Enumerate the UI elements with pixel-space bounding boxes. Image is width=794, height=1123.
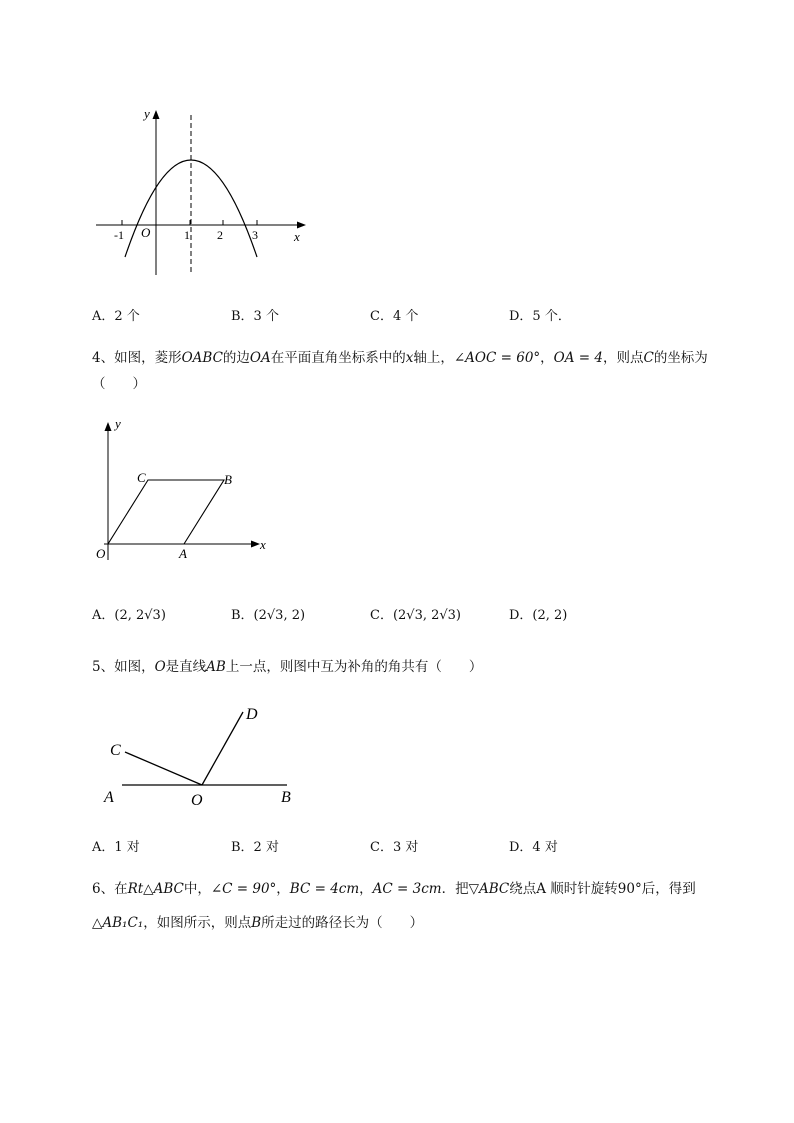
fig2-point-c: C: [137, 470, 146, 485]
q4-text: ，则点: [602, 350, 644, 366]
q6-condition-ac: AC = 3cm: [372, 881, 442, 897]
q6-triangle-name: Rt△ABC: [127, 881, 184, 897]
q6-text: ．把: [441, 881, 469, 897]
q5-text: 上一点，则图中互为补角的角共有（ ）: [225, 659, 483, 675]
q4-text: 轴上，: [413, 350, 454, 366]
q6-text: ，: [359, 881, 373, 897]
q6-condition-bc: BC = 4cm: [289, 881, 360, 897]
q3-option-b: B．3 个: [231, 309, 279, 324]
fig3-point-b: B: [281, 789, 291, 806]
q6-question-line1: [92, 877, 696, 897]
q6-text: ，如图所示，则点: [143, 915, 252, 931]
q6-triangle-symbol: ▽ABC: [468, 881, 510, 897]
q3-option-d: D．5 个．: [509, 309, 571, 324]
angles-figure: [95, 695, 315, 815]
q4-option-a: A．(2, 2√3): [92, 608, 166, 623]
q5-question: [92, 655, 482, 675]
q4-option-d: D．(2, 2): [509, 608, 568, 623]
q6-text: 所走过的路径长为（ ）: [261, 915, 424, 931]
q4-condition-angle: ∠AOC = 60°: [453, 350, 541, 366]
q5-point-name: O: [154, 659, 166, 675]
q4-side-name: OA: [249, 350, 271, 366]
q4-text: 在平面直角坐标系中的: [270, 350, 406, 366]
fig2-x-label: x: [260, 537, 266, 552]
q6-condition-angle: ∠C = 90°: [210, 881, 277, 897]
q6-text: ，: [276, 881, 290, 897]
q4-axis-name: x: [405, 350, 414, 366]
q5-option-d: D．4 对: [509, 840, 558, 855]
q4-point-name: C: [643, 350, 654, 366]
q4-condition-length: OA = 4: [553, 350, 603, 366]
rhombus-figure: [90, 410, 290, 570]
q6-text: 绕点A 顺时针旋转90°后，得到: [509, 881, 696, 897]
parabola-figure: [90, 100, 320, 280]
q4-question: [92, 346, 708, 366]
fig2-point-b: B: [224, 472, 232, 487]
q5-option-a: A．1 对: [92, 840, 140, 855]
q6-question-line2: [92, 911, 423, 931]
fig2-point-a: A: [179, 546, 187, 561]
q4-option-c: C．(2√3, 2√3): [370, 608, 462, 623]
q4-text: 的边: [222, 350, 250, 366]
q3-option-a: A．2 个: [92, 309, 140, 324]
q4-answer-paren: （ ）: [92, 376, 146, 392]
q6-text: 中，: [183, 881, 211, 897]
fig1-tick-label: 1: [184, 228, 190, 242]
q6-text: 6、在: [92, 881, 128, 897]
q5-option-b: B．2 对: [231, 840, 279, 855]
fig2-y-label: y: [115, 416, 121, 431]
q5-line-name: AB: [206, 659, 226, 675]
fig1-y-label: y: [144, 106, 150, 121]
q5-text: 5、如图，: [92, 659, 155, 675]
fig2-point-o: O: [96, 546, 106, 561]
q5-text: 是直线: [165, 659, 207, 675]
q4-text: 4、如图，菱形: [92, 350, 182, 366]
q4-rhombus-name: OABC: [181, 350, 223, 366]
q6-point-name: B: [251, 915, 262, 931]
q5-option-c: C．3 对: [370, 840, 419, 855]
fig3-point-o: O: [191, 792, 203, 809]
q4-text: 的坐标为: [653, 350, 708, 366]
fig3-point-c: C: [110, 742, 121, 759]
fig1-tick-label: -1: [114, 228, 124, 242]
fig1-origin-label: O: [141, 225, 151, 240]
fig1-tick-label: 3: [252, 228, 258, 242]
q4-text: ，: [540, 350, 554, 366]
fig3-point-d: D: [246, 706, 258, 723]
fig1-x-label: x: [294, 229, 300, 244]
fig1-tick-label: 2: [217, 228, 223, 242]
q4-option-b: B．(2√3, 2): [231, 608, 306, 623]
q3-option-c: C．4 个: [370, 309, 419, 324]
q6-rotated-triangle: △AB₁C₁: [92, 915, 144, 931]
fig3-point-a: A: [104, 789, 114, 806]
